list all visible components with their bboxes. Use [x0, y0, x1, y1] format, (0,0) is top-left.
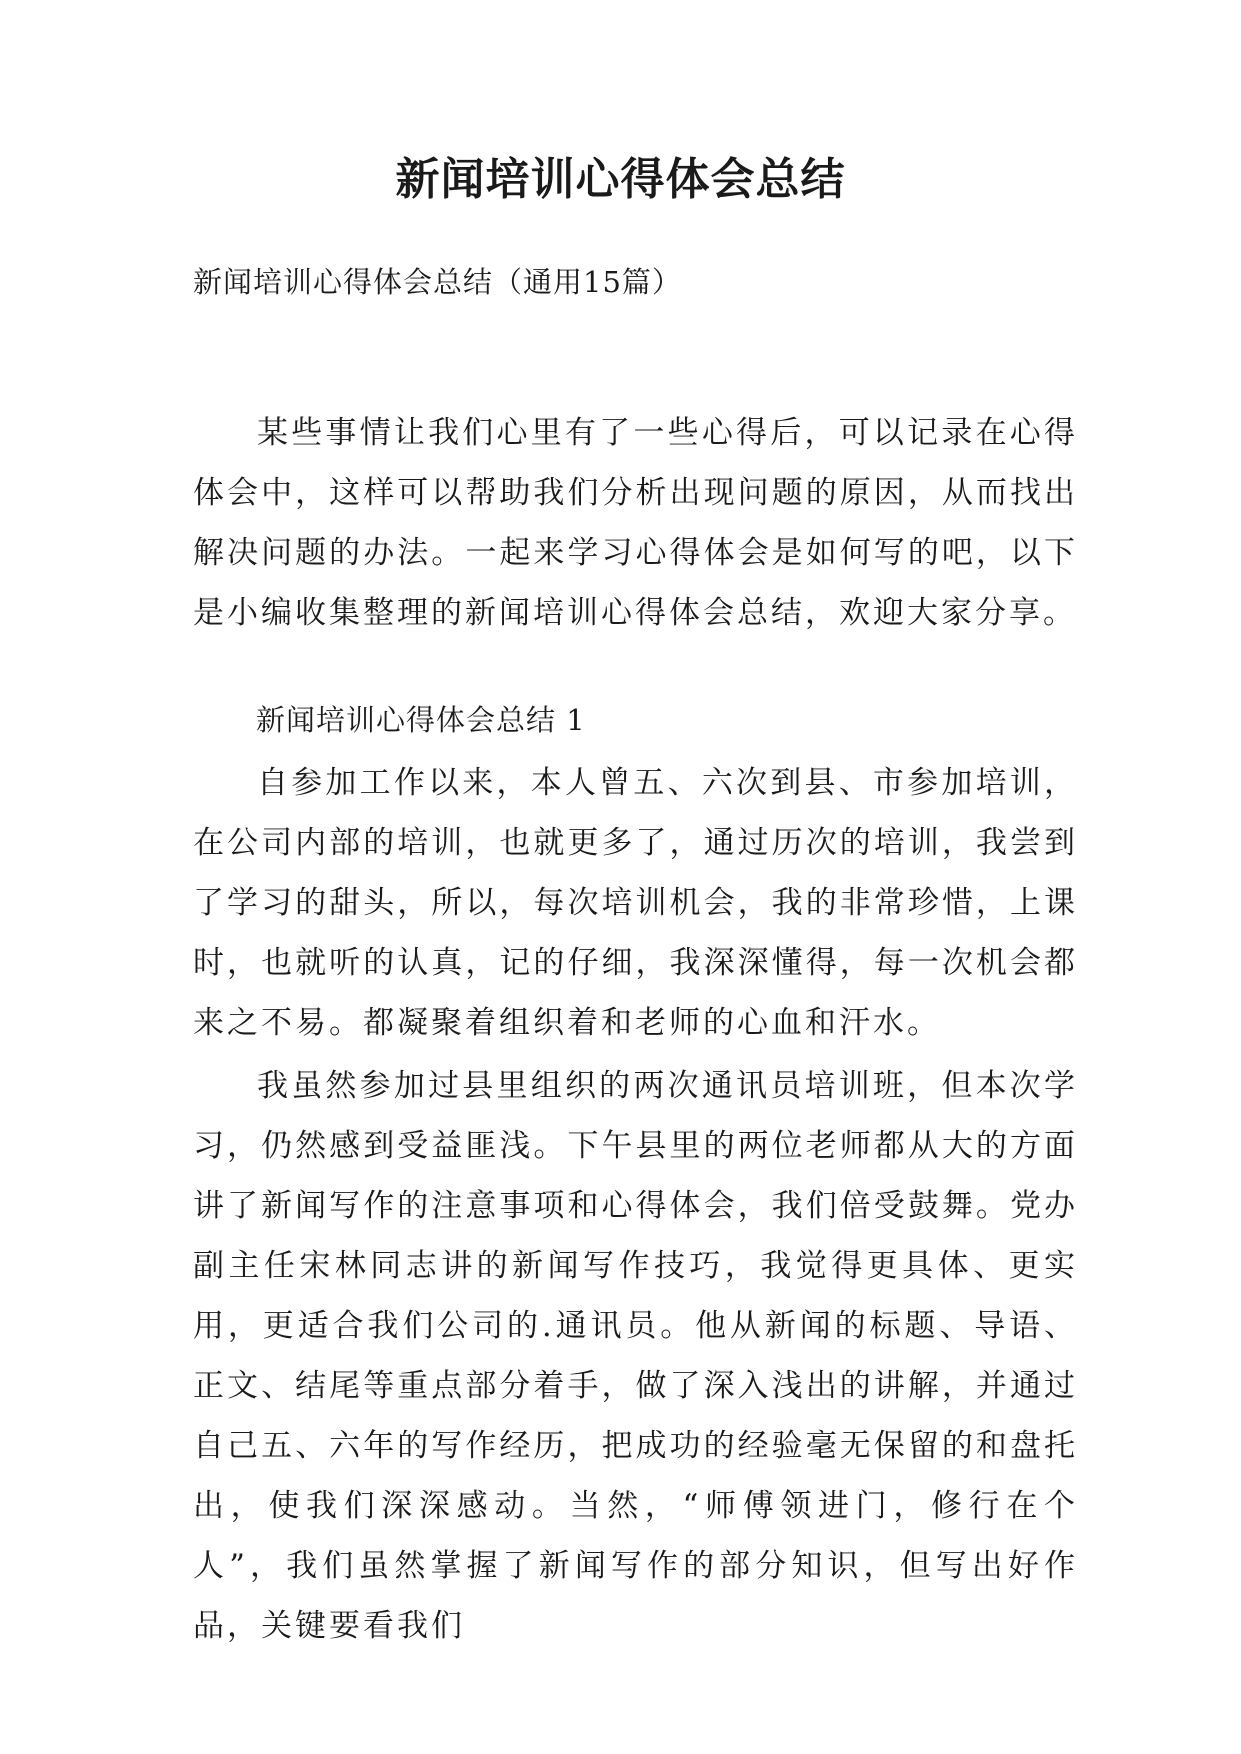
body-paragraph: 我虽然参加过县里组织的两次通讯员培训班，但本次学习，仍然感到受益匪浅。下午县里的两位老师都从大的方面讲了新闻写作的注意事项和心得体会，我们倍受鼓舞。党办副主任宋林同志讲的新闻写作技巧，我觉得更具体、更实用，更适合我们公司的.通讯员。他从新闻的标题、导语、正文、结尾等重点部分着手，做了深入浅出的讲解，并通过自己五、六年的写作经历，把成功的经验毫无保留的和盘托出，使我们深深感动。当然，“师傅领进门，修行在个人”，我们虽然掌握了新闻写作的部分知识，但写出好作品，关键要看我们 — [193, 1068, 1078, 1644]
page-title: 新闻培训心得体会总结 — [395, 154, 846, 205]
document-subtitle: 新闻培训心得体会总结（通用15篇） — [193, 265, 682, 299]
body-paragraph: 自参加工作以来，本人曾五、六次到县、市参加培训，在公司内部的培训，也就更多了，通过历次的培训，我尝到了学习的甜头，所以，每次培训机会，我的非常珍惜，上课时，也就听的认真，记的仔细，我深深懂得，每一次机会都来之不易。都凝聚着组织着和老师的心血和汗水。 — [193, 765, 1078, 1041]
section-heading: 新闻培训心得体会总结 1 — [256, 703, 586, 737]
intro-paragraph: 某些事情让我们心里有了一些心得后，可以记录在心得体会中，这样可以帮助我们分析出现问题的原因，从而找出解决问题的办法。一起来学习心得体会是如何写的吧，以下是小编收集整理的新闻培训心得体会总结，欢迎大家分享。 — [193, 415, 1078, 631]
